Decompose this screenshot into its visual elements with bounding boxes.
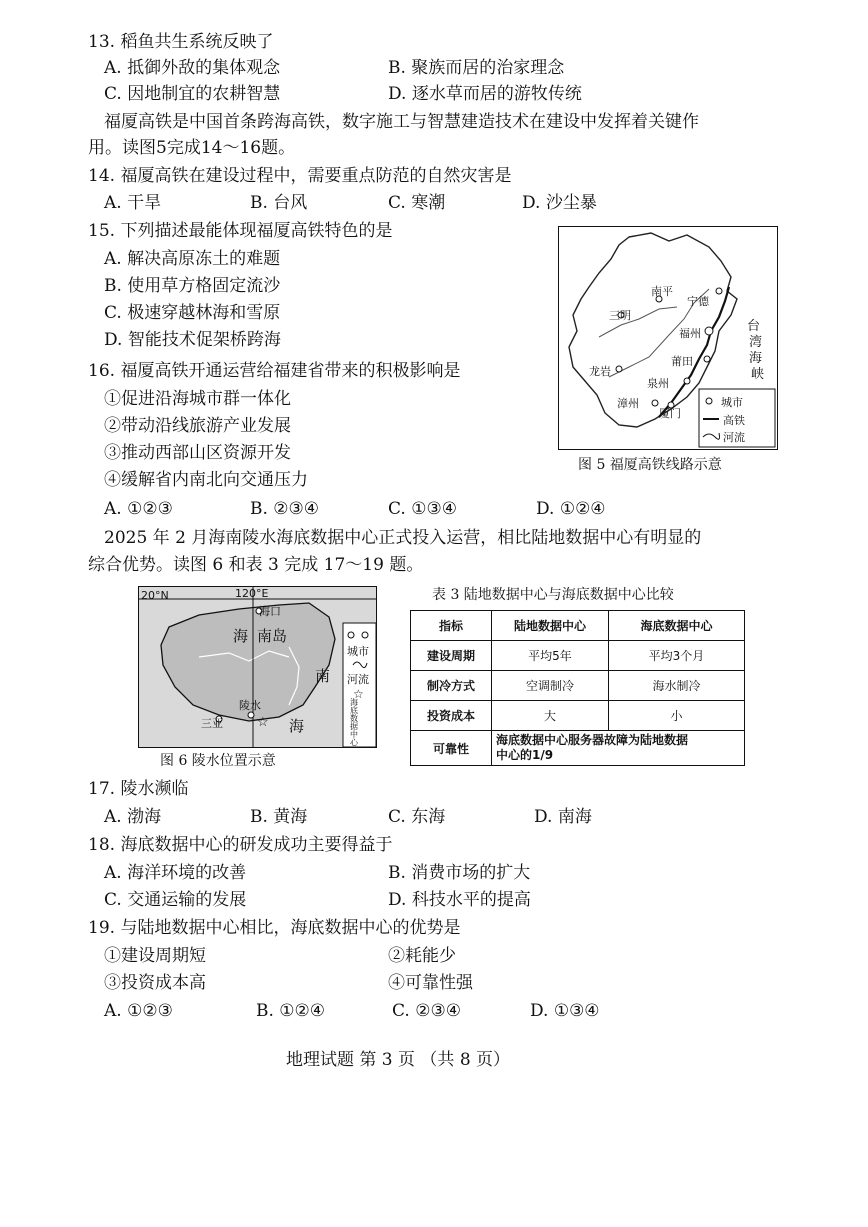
intro1-line2: 用。读图5完成14～16题。 [88,138,296,158]
q17-option-c[interactable]: C. 东海 [388,807,446,827]
q16-option-c[interactable]: C. ①③④ [388,499,457,519]
table-cell: 制冷方式 [411,671,492,701]
reliability-text-line1: 海底数据中心服务器故障为陆地数据 [496,733,689,747]
q14-stem: 14. 福厦高铁在建设过程中，需要重点防范的自然灾害是 [88,166,512,186]
q19-option-b[interactable]: B. ①②④ [256,1001,326,1021]
q16-option-a[interactable]: A. ①②③ [104,499,173,519]
strait-label-2: 湾 [749,335,763,350]
table-cell: 投资成本 [411,701,492,731]
q17-option-d[interactable]: D. 南海 [534,807,592,827]
table-row [411,701,745,731]
strait-label-1: 台 [747,319,761,334]
island-label-nandao: 南岛 [257,627,288,645]
sea-label-nan: 南 [315,667,331,685]
intro2-line1: 2025 年 2 月海南陵水海底数据中心正式投入运营，相比陆地数据中心有明显的 [104,528,702,548]
q16-item-3: ③推动西部山区资源开发 [104,443,291,463]
city-label-zhangzhou: 漳州 [617,397,639,410]
legend-city-label: 城市 [347,645,369,658]
table-cell: 可靠性 [411,731,492,766]
q19-option-c[interactable]: C. ②③④ [392,1001,461,1021]
table-cell: 小 [609,701,745,731]
table-header-cell: 陆地数据中心 [492,611,609,641]
legend-city-label: 城市 [721,396,743,409]
q13-option-a[interactable]: A. 抵御外敌的集体观念 [104,58,281,78]
figure-5-map [558,226,778,450]
q16-stem: 16. 福厦高铁开通运营给福建省带来的积极影响是 [88,361,461,381]
page-footer: 地理试题 第 3 页 （共 8 页） [286,1050,511,1070]
q19-stem: 19. 与陆地数据中心相比，海底数据中心的优势是 [88,918,461,938]
q13-option-b[interactable]: B. 聚族而居的治家理念 [388,58,565,78]
city-label-ningde: 宁德 [687,295,709,308]
q16-option-d[interactable]: D. ①②④ [536,499,606,519]
q16-item-4: ④缓解省内南北向交通压力 [104,470,308,490]
q17-option-a[interactable]: A. 渤海 [104,807,162,827]
city-label-longyan: 龙岩 [589,365,611,378]
table-header-row [411,611,745,641]
table-cell: 大 [492,701,609,731]
table-cell: 平均5年 [492,641,609,671]
q17-option-b[interactable]: B. 黄海 [250,807,308,827]
q14-option-b[interactable]: B. 台风 [250,193,308,213]
strait-label-3: 海 [749,351,763,366]
q14-option-d[interactable]: D. 沙尘暴 [522,193,597,213]
city-label-lingshui: 陵水 [239,699,261,712]
table-cell: 空调制冷 [492,671,609,701]
q19-item-3: ③投资成本高 [104,973,206,993]
q19-option-d[interactable]: D. ①③④ [530,1001,600,1021]
table-row [411,671,745,701]
strait-label-4: 峡 [751,367,765,382]
table-row [411,731,745,766]
table-3-title: 表 3 陆地数据中心与海底数据中心比较 [432,587,674,603]
q18-option-d[interactable]: D. 科技水平的提高 [388,890,531,910]
legend-dc-char-2: 底 [350,706,358,715]
city-label-xiamen: 厦门 [659,407,681,420]
q16-option-b[interactable]: B. ②③④ [250,499,320,519]
legend-river-label: 河流 [723,431,745,444]
table-cell: 建设周期 [411,641,492,671]
q19-item-2: ②耗能少 [388,946,456,966]
figure-5-caption: 图 5 福厦高铁线路示意 [578,457,722,473]
table-header-cell: 海底数据中心 [609,611,745,641]
q15-option-d[interactable]: D. 智能技术促架桥跨海 [104,330,281,350]
q15-option-a[interactable]: A. 解决高原冻土的难题 [104,249,281,269]
q19-item-1: ①建设周期短 [104,946,206,966]
table-3 [410,610,745,766]
q18-option-a[interactable]: A. 海洋环境的改善 [104,863,247,883]
latitude-label: 20°N [141,589,169,602]
city-label-sanya: 三亚 [201,717,223,730]
q13-option-d[interactable]: D. 逐水草而居的游牧传统 [388,84,582,104]
table-header-cell: 指标 [411,611,492,641]
q15-option-c[interactable]: C. 极速穿越林海和雪原 [104,303,281,323]
q19-option-a[interactable]: A. ①②③ [104,1001,173,1021]
q19-item-4: ④可靠性强 [388,973,473,993]
figure-6-map [138,586,377,748]
q14-option-c[interactable]: C. 寒潮 [388,193,446,213]
figure-6-caption: 图 6 陵水位置示意 [160,753,276,769]
q13-option-c[interactable]: C. 因地制宜的农耕智慧 [104,84,281,104]
q16-item-2: ②带动沿线旅游产业发展 [104,416,291,436]
q15-stem: 15. 下列描述最能体现福厦高铁特色的是 [88,221,393,241]
reliability-cell [492,731,745,766]
legend-dc-char-6: 心 [350,738,358,747]
table-cell: 海水制冷 [609,671,745,701]
city-label-fuzhou: 福州 [679,327,701,340]
intro1-line1: 福厦高铁是中国首条跨海高铁，数字施工与智慧建造技术在建设中发挥着关键作 [104,112,699,132]
sea-label-hai: 海 [289,717,305,735]
data-center-star-icon: ☆ [257,715,269,730]
legend-dc-label [350,699,362,747]
legend-river-label: 河流 [347,673,369,686]
q16-item-1: ①促进沿海城市群一体化 [104,389,291,409]
intro2-line2: 综合优势。读图 6 和表 3 完成 17～19 题。 [88,555,424,575]
table-cell: 平均3个月 [609,641,745,671]
table-row [411,641,745,671]
reliability-text-line2: 中心的1/9 [496,748,554,762]
city-label-nanping: 南平 [651,285,673,298]
q13-stem: 13. 稻鱼共生系统反映了 [88,32,274,52]
city-label-haikou: 海口 [259,605,281,618]
q18-stem: 18. 海底数据中心的研发成功主要得益于 [88,835,393,855]
q18-option-c[interactable]: C. 交通运输的发展 [104,890,247,910]
legend-dc-char-5: 中 [350,730,358,739]
legend-rail-label: 高铁 [723,414,745,427]
q15-option-b[interactable]: B. 使用草方格固定流沙 [104,276,281,296]
q14-option-a[interactable]: A. 干旱 [104,193,162,213]
q18-option-b[interactable]: B. 消费市场的扩大 [388,863,531,883]
legend-dc-char-1: 海 [350,698,358,707]
longitude-label: 120°E [235,587,269,600]
island-label-hai: 海 [233,627,249,645]
legend-dc-char-3: 数 [350,714,358,723]
legend-star-icon: ☆ [353,687,364,701]
city-label-sanming: 三明 [609,309,631,322]
q17-stem: 17. 陵水濒临 [88,779,189,799]
city-label-quanzhou: 泉州 [647,377,669,390]
legend-dc-char-4: 据 [350,722,358,731]
city-label-putian: 莆田 [671,355,693,368]
